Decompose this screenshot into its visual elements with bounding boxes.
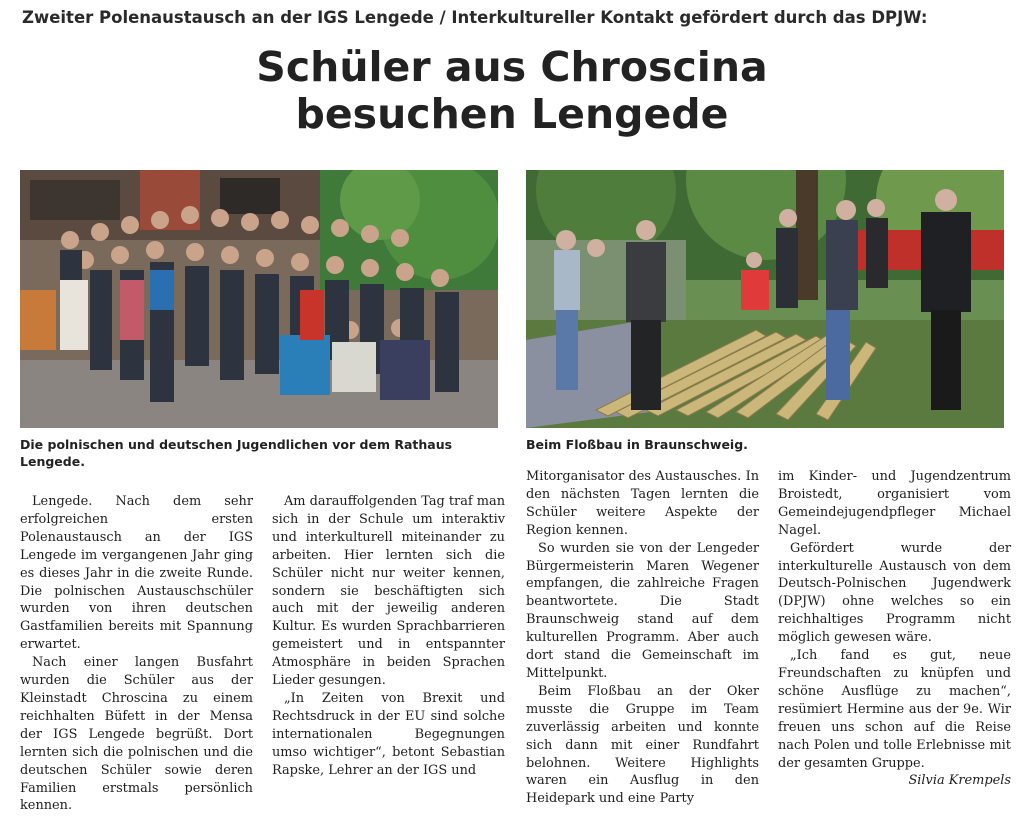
headline-line-1: Schüler aus Chroscina — [256, 43, 768, 91]
article-column-1 — [20, 493, 253, 815]
kicker-line: Zweiter Polenaustausch an der IGS Lengede / Interkultureller Kontakt gefördert durch das DPJW: — [22, 8, 928, 27]
paragraph-continued: im Kinder- und Jugendzentrum Broistedt, organisiert vom Gemeindejugendpfleger Michael Nagel. — [778, 469, 1011, 538]
paragraph-text: „Ich fand es gut, neue Freundschaften zu knüpfen und schöne Ausflüge zu machen“, resümiert Hermine aus der 9e. Wir freuen uns schon auf die Reise nach Polen und tolle Erlebnisse mit der gesamten Gruppe. — [778, 648, 1011, 771]
article-column-4 — [778, 468, 1011, 790]
article-column-3 — [526, 468, 759, 808]
article-column-2 — [272, 493, 505, 780]
paragraph: Beim Floßbau an der Oker musste die Gruppe im Team zuverlässig arbeiten und konnte sich dann mit einer Rundfahrt belohnen. Weitere Highlights waren ein Ausflug in den Heidepark und eine Party — [526, 683, 759, 807]
group-photo-town-hall — [20, 170, 498, 428]
paragraph: Nach einer langen Busfahrt wurden die Schüler aus der Kleinstadt Chroscina zu einem reichhalten Büfett in der Mensa der IGS Lengede begrüßt. Dort lernten sich die polnischen und die deutschen Schüler sowie deren Familien erstmals persönlich kennen. — [20, 655, 253, 814]
paragraph: Lengede. Nach dem sehr erfolgreichen ersten Polenaustausch an der IGS Lengede im vergangenen Jahr ging es dieses Jahr in die zweite Runde. Die polnischen Austauschschüler wurden von ihren deutschen Gastfamilien bereits mit Spannung erwartet. — [20, 494, 253, 653]
caption-group-photo: Die polnischen und deutschen Jugendlichen vor dem Rathaus Lengede. — [20, 437, 453, 469]
raft-photo-illustration — [526, 170, 1004, 428]
paragraph: So wurden sie von der Lengeder Bürgermeisterin Maren Wegener empfangen, die zahlreiche Fragen beantwortete. Die Stadt Braunschweig stand auf dem kulturellen Programm. Aber auch dort stand die Gemeinschaft im Mittelpunkt. — [526, 540, 759, 681]
paragraph: Am darauffolgenden Tag traf man sich in der Schule um interaktiv und interkulturell miteinander zu arbeiten. Hier lernten sich die Schüler nicht nur weiter kennen, sondern sie beschäftigten sich auch mit der jeweilig anderen Kultur. Es wurden Sprachbarrieren gemeistert und in entspannter Atmosphäre in beiden Sprachen Lieder gesungen. — [272, 494, 505, 689]
paragraph: Gefördert wurde der interkulturelle Austausch von dem Deutsch-Polnischen Jugendwerk (DPJW) ohne welches so ein reichhaltiges Programm nicht möglich gewesen wäre. — [778, 540, 1011, 646]
paragraph: „In Zeiten von Brexit und Rechtsdruck in der EU sind solche internationalen Begegnungen umso wichtiger“, betont Sebastian Rapske, Lehrer an der IGS und — [272, 690, 505, 778]
paragraph — [778, 647, 1011, 789]
headline — [0, 44, 1024, 138]
paragraph-continued: Mitorganisator des Austausches. In den nächsten Tagen lernten die Schüler weitere Aspekte der Region kennen. — [526, 469, 759, 538]
raft-building-photo — [526, 170, 1004, 428]
author-byline: Silvia Krempels — [908, 773, 1011, 789]
headline-line-2: besuchen Lengede — [295, 90, 729, 138]
caption-raft-photo: Beim Floßbau in Braunschweig. — [526, 437, 748, 452]
group-photo-illustration — [20, 170, 498, 428]
